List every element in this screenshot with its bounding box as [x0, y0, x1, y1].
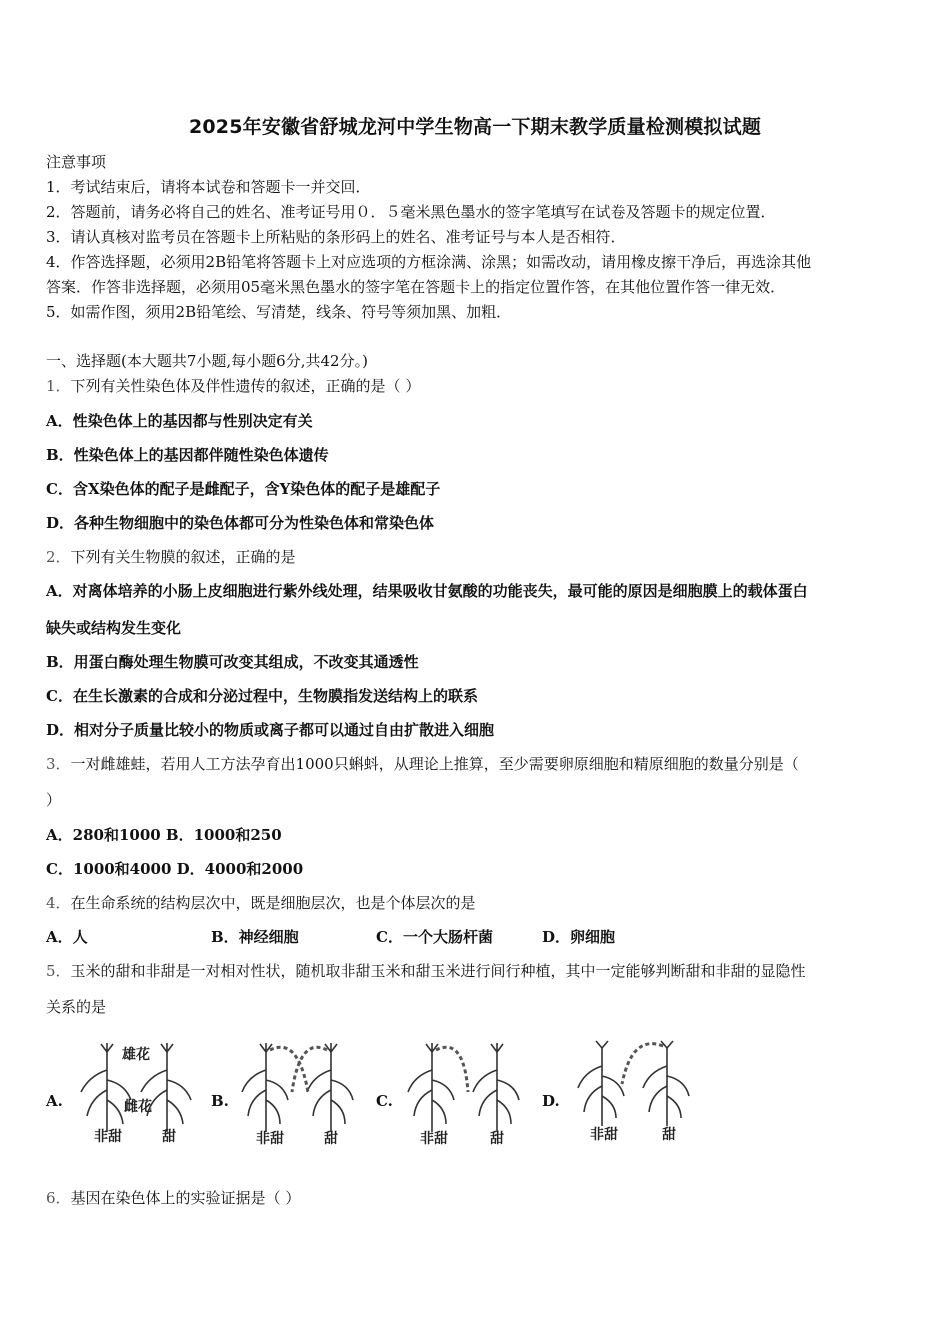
q5-figure-c	[402, 1040, 527, 1150]
q5-label-c: C.	[376, 1092, 393, 1110]
sweet-label: 甜	[324, 1131, 338, 1147]
q2-stem	[46, 547, 296, 567]
q5-figure-row	[0, 1040, 950, 1150]
q3-stem-cont: ）	[46, 791, 62, 809]
q3-options-ab: A．280和1000 B．1000和250	[46, 826, 282, 844]
notice-item-5: 5．如需作图，须用2B铅笔绘、写清楚，线条、符号等须加黑、加粗．	[46, 303, 512, 321]
q3-options-cd: C．1000和4000 D．4000和2000	[46, 860, 304, 878]
q1-option-b: B．性染色体上的基因都伴随性染色体遗传	[46, 446, 329, 464]
female-flower-label: 雌花	[124, 1099, 152, 1115]
q1-text: 下列有关性染色体及伴性遗传的叙述，正确的是（ ）	[70, 377, 421, 395]
q5-text: 玉米的甜和非甜是一对相对性状，随机取非甜玉米和甜玉米进行间行种植，其中一定能够判断甜和非甜的显隐性	[70, 962, 806, 980]
sweet-label: 甜	[662, 1127, 676, 1143]
notice-item-1: 1．考试结束后，请将本试卷和答题卡一并交回．	[46, 178, 371, 196]
q3-number: 3．	[46, 755, 71, 773]
notice-item-3: 3．请认真核对监考员在答题卡上所粘贴的条形码上的姓名、准考证号与本人是否相符．	[46, 228, 626, 246]
non-sweet-label: 非甜	[590, 1127, 618, 1143]
q2-option-d: D．相对分子质量比较小的物质或离子都可以通过自由扩散进入细胞	[46, 721, 495, 739]
notice-item-4: 4．作答选择题，必须用2B铅笔将答题卡上对应选项的方框涂满、涂黑；如需改动，请用橡皮擦干净后，再选涂其他	[46, 253, 812, 271]
q6-text: 基因在染色体上的实验证据是（ ）	[70, 1189, 301, 1207]
q4-option-a: A．人	[46, 928, 88, 946]
section-heading: 一、选择题(本大题共7小题,每小题6分,共42分。)	[46, 352, 368, 370]
q4-number: 4．	[46, 894, 71, 912]
sweet-label: 甜	[162, 1129, 176, 1145]
q5-figure-d	[572, 1040, 697, 1150]
q5-stem	[46, 961, 806, 981]
q4-option-b: B．神经细胞	[211, 928, 299, 946]
q5-number: 5．	[46, 962, 71, 980]
q6-stem	[46, 1188, 300, 1208]
non-sweet-label: 非甜	[256, 1131, 284, 1147]
q2-option-a-cont: 缺失或结构发生变化	[46, 619, 182, 637]
q2-option-a: A．对离体培养的小肠上皮细胞进行紫外线处理，结果吸收甘氨酸的功能丧失，最可能的原因是细胞膜上的载体蛋白	[46, 582, 808, 600]
q4-option-d: D．卵细胞	[542, 928, 616, 946]
q5-label-a: A.	[46, 1092, 63, 1110]
q2-number: 2．	[46, 548, 71, 566]
non-sweet-label: 非甜	[420, 1131, 448, 1147]
q5-label-b: B.	[211, 1092, 229, 1110]
q1-option-d: D．各种生物细胞中的染色体都可分为性染色体和常染色体	[46, 514, 435, 532]
sweet-label: 甜	[490, 1131, 504, 1147]
notice-item-4-cont: 答案．作答非选择题，必须用05毫米黑色墨水的签字笔在答题卡上的指定位置作答，在其他位置作答一律无效．	[46, 278, 786, 296]
q2-option-c: C．在生长激素的合成和分泌过程中，生物膜指发送结构上的联系	[46, 687, 478, 705]
q5-figure-b	[236, 1040, 361, 1150]
q1-option-a: A．性染色体上的基因都与性别决定有关	[46, 412, 313, 430]
corn-plants-illustration	[236, 1040, 361, 1150]
q4-stem	[46, 893, 476, 913]
q1-number: 1．	[46, 377, 71, 395]
q5-stem-cont: 关系的是	[46, 998, 107, 1016]
q4-option-c: C．一个大肠杆菌	[376, 928, 493, 946]
q5-label-d: D.	[542, 1092, 560, 1110]
q5-figure-a	[72, 1040, 197, 1150]
q3-stem	[46, 754, 799, 774]
male-flower-label: 雄花	[122, 1047, 150, 1063]
q1-option-c: C．含X染色体的配子是雌配子，含Y染色体的配子是雄配子	[46, 480, 441, 498]
notice-item-2: 2．答题前，请务必将自己的姓名、准考证号用０．５毫米黑色墨水的签字笔填写在试卷及答题卡的规定位置．	[46, 203, 776, 221]
q6-number: 6．	[46, 1189, 71, 1207]
q3-text: 一对雌雄蛙，若用人工方法孕育出1000只蝌蚪，从理论上推算，至少需要卵原细胞和精原细胞的数量分别是（	[70, 755, 799, 773]
q2-option-b: B．用蛋白酶处理生物膜可改变其组成，不改变其通透性	[46, 653, 419, 671]
notice-heading: 注意事项	[46, 153, 107, 171]
q1-stem	[46, 376, 420, 396]
q2-text: 下列有关生物膜的叙述，正确的是	[70, 548, 296, 566]
non-sweet-label: 非甜	[94, 1129, 122, 1145]
page-title: 2025年安徽省舒城龙河中学生物高一下期末教学质量检测模拟试题	[188, 116, 762, 138]
q4-text: 在生命系统的结构层次中，既是细胞层次，也是个体层次的是	[70, 894, 476, 912]
